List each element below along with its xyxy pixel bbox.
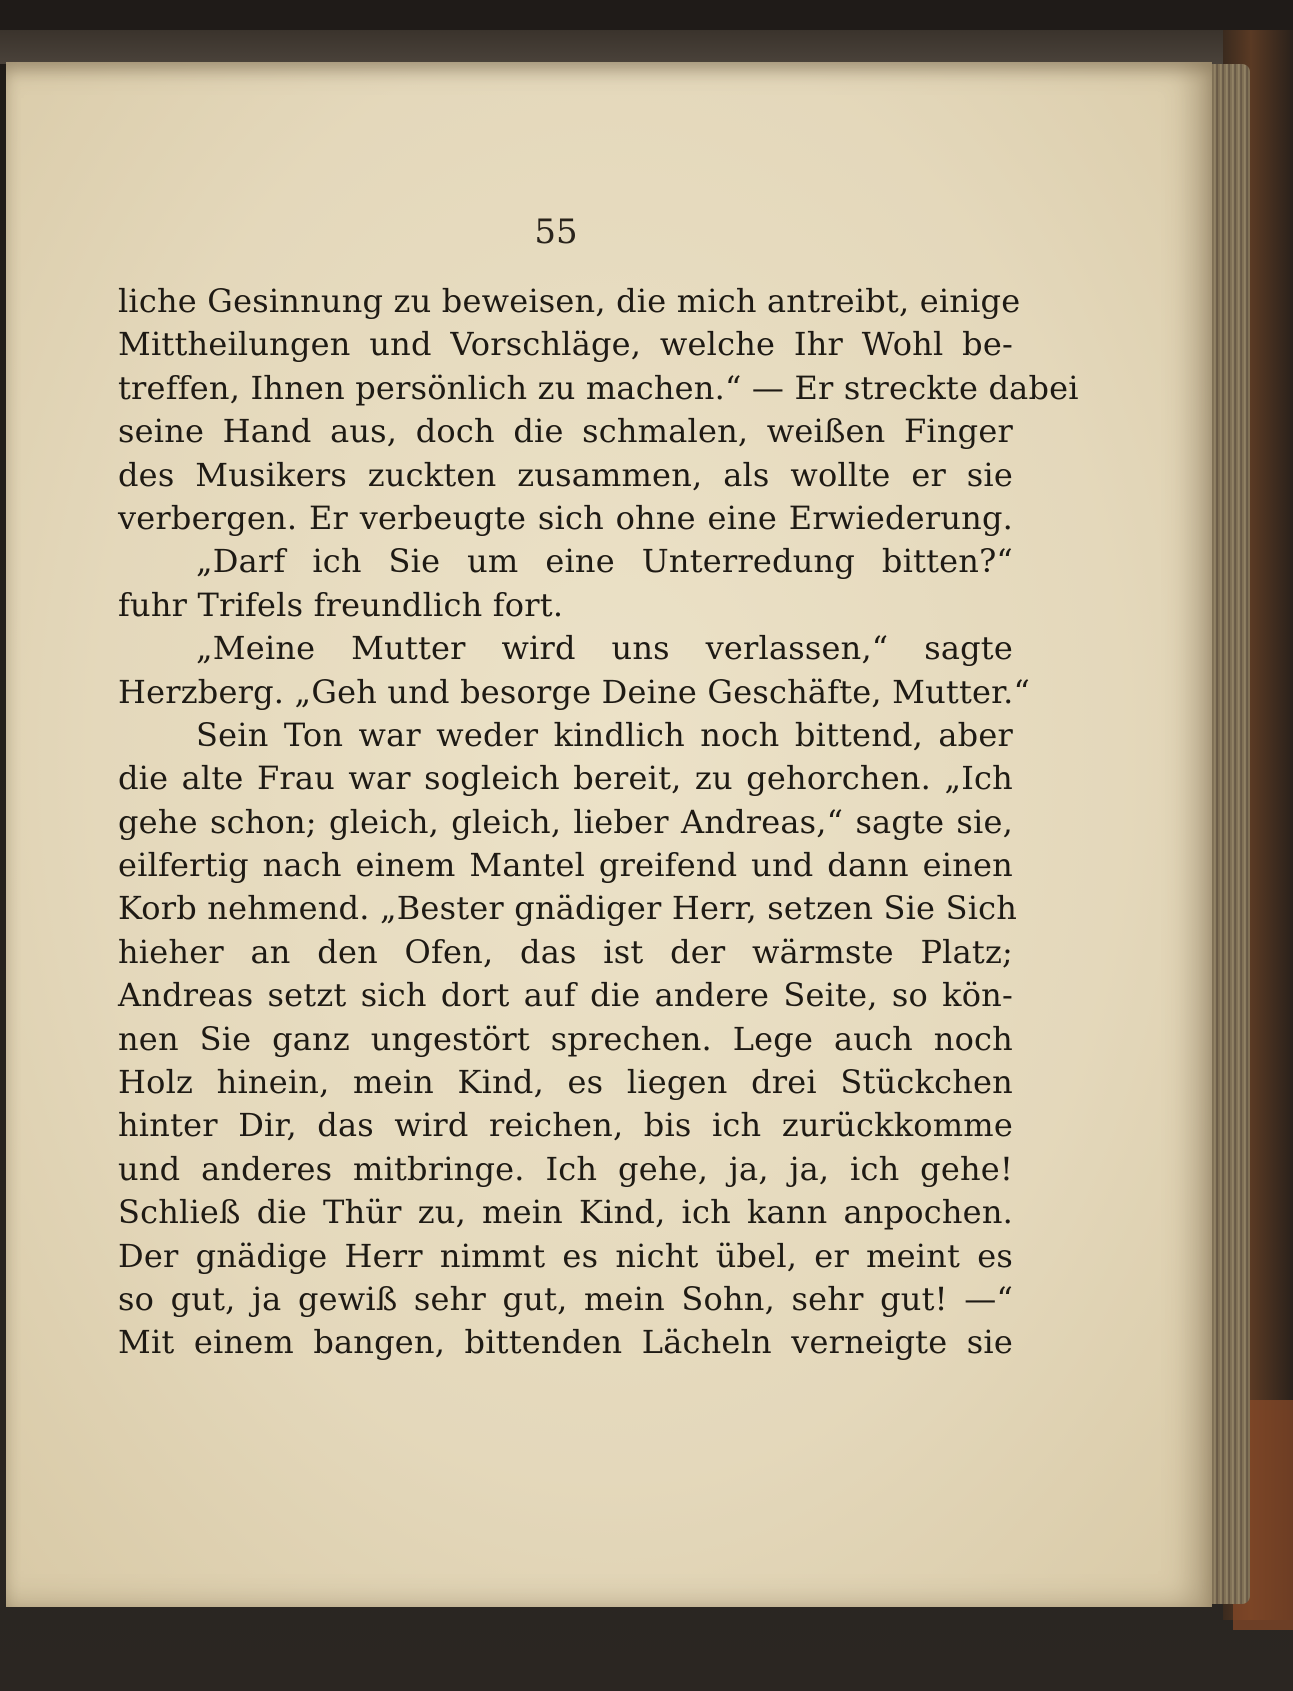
text-line: Mittheilungen und Vorschläge, welche Ihr Wohl be- <box>118 325 1013 364</box>
book-page <box>6 62 1212 1607</box>
text-line: nen Sie ganz ungestört sprechen. Lege auch noch <box>118 1019 1013 1058</box>
text-line: „Meine Mutter wird uns verlassen,“ sagte <box>196 629 1013 668</box>
text-line: und anderes mitbringe. Ich gehe, ja, ja, ich gehe! <box>118 1149 1013 1188</box>
text-line: Herzberg. „Geh und besorge Deine Geschäfte, Mutter.“ <box>118 672 1031 711</box>
text-line: Holz hinein, mein Kind, es liegen drei Stückchen <box>118 1063 1013 1102</box>
text-line: Andreas setzt sich dort auf die andere Seite, so kön- <box>118 976 1013 1015</box>
body-text <box>118 280 1079 1365</box>
text-line: Der gnädige Herr nimmt es nicht übel, er meint es <box>118 1236 1013 1275</box>
page-number: 55 <box>534 212 578 252</box>
text-line: eilfertig nach einem Mantel greifend und dann einen <box>118 846 1013 885</box>
text-line: so gut, ja gewiß sehr gut, mein Sohn, sehr gut! —“ <box>118 1279 1013 1318</box>
text-line: treffen, Ihnen persönlich zu machen.“ — Er streckte dabei <box>118 368 1079 407</box>
text-line: verbergen. Er verbeugte sich ohne eine Erwiederung. <box>118 498 1013 537</box>
text-line: fuhr Trifels freundlich fort. <box>118 585 564 624</box>
text-line: gehe schon; gleich, gleich, lieber Andreas,“ sagte sie, <box>118 802 1013 841</box>
text-line: hinter Dir, das wird reichen, bis ich zurückkomme <box>118 1106 1013 1145</box>
text-line: liche Gesinnung zu beweisen, die mich antreibt, einige <box>118 282 1021 320</box>
text-line: Schließ die Thür zu, mein Kind, ich kann anpochen. <box>118 1193 1013 1232</box>
text-line: „Darf ich Sie um eine Unterredung bitten?“ <box>196 542 1013 581</box>
text-line: Sein Ton war weder kindlich noch bittend, aber <box>196 715 1013 754</box>
text-line: des Musikers zuckten zusammen, als wollte er sie <box>118 455 1013 494</box>
text-line: hieher an den Ofen, das ist der wärmste Platz; <box>118 932 1013 971</box>
text-line: die alte Frau war sogleich bereit, zu gehorchen. „Ich <box>118 759 1013 798</box>
text-line: seine Hand aus, doch die schmalen, weißen Finger <box>118 412 1013 451</box>
page-top-edge <box>0 30 1293 64</box>
text-line: Korb nehmend. „Bester gnädiger Herr, setzen Sie Sich <box>118 889 1018 928</box>
text-line: Mit einem bangen, bittenden Lächeln verneigte sie <box>118 1323 1013 1362</box>
